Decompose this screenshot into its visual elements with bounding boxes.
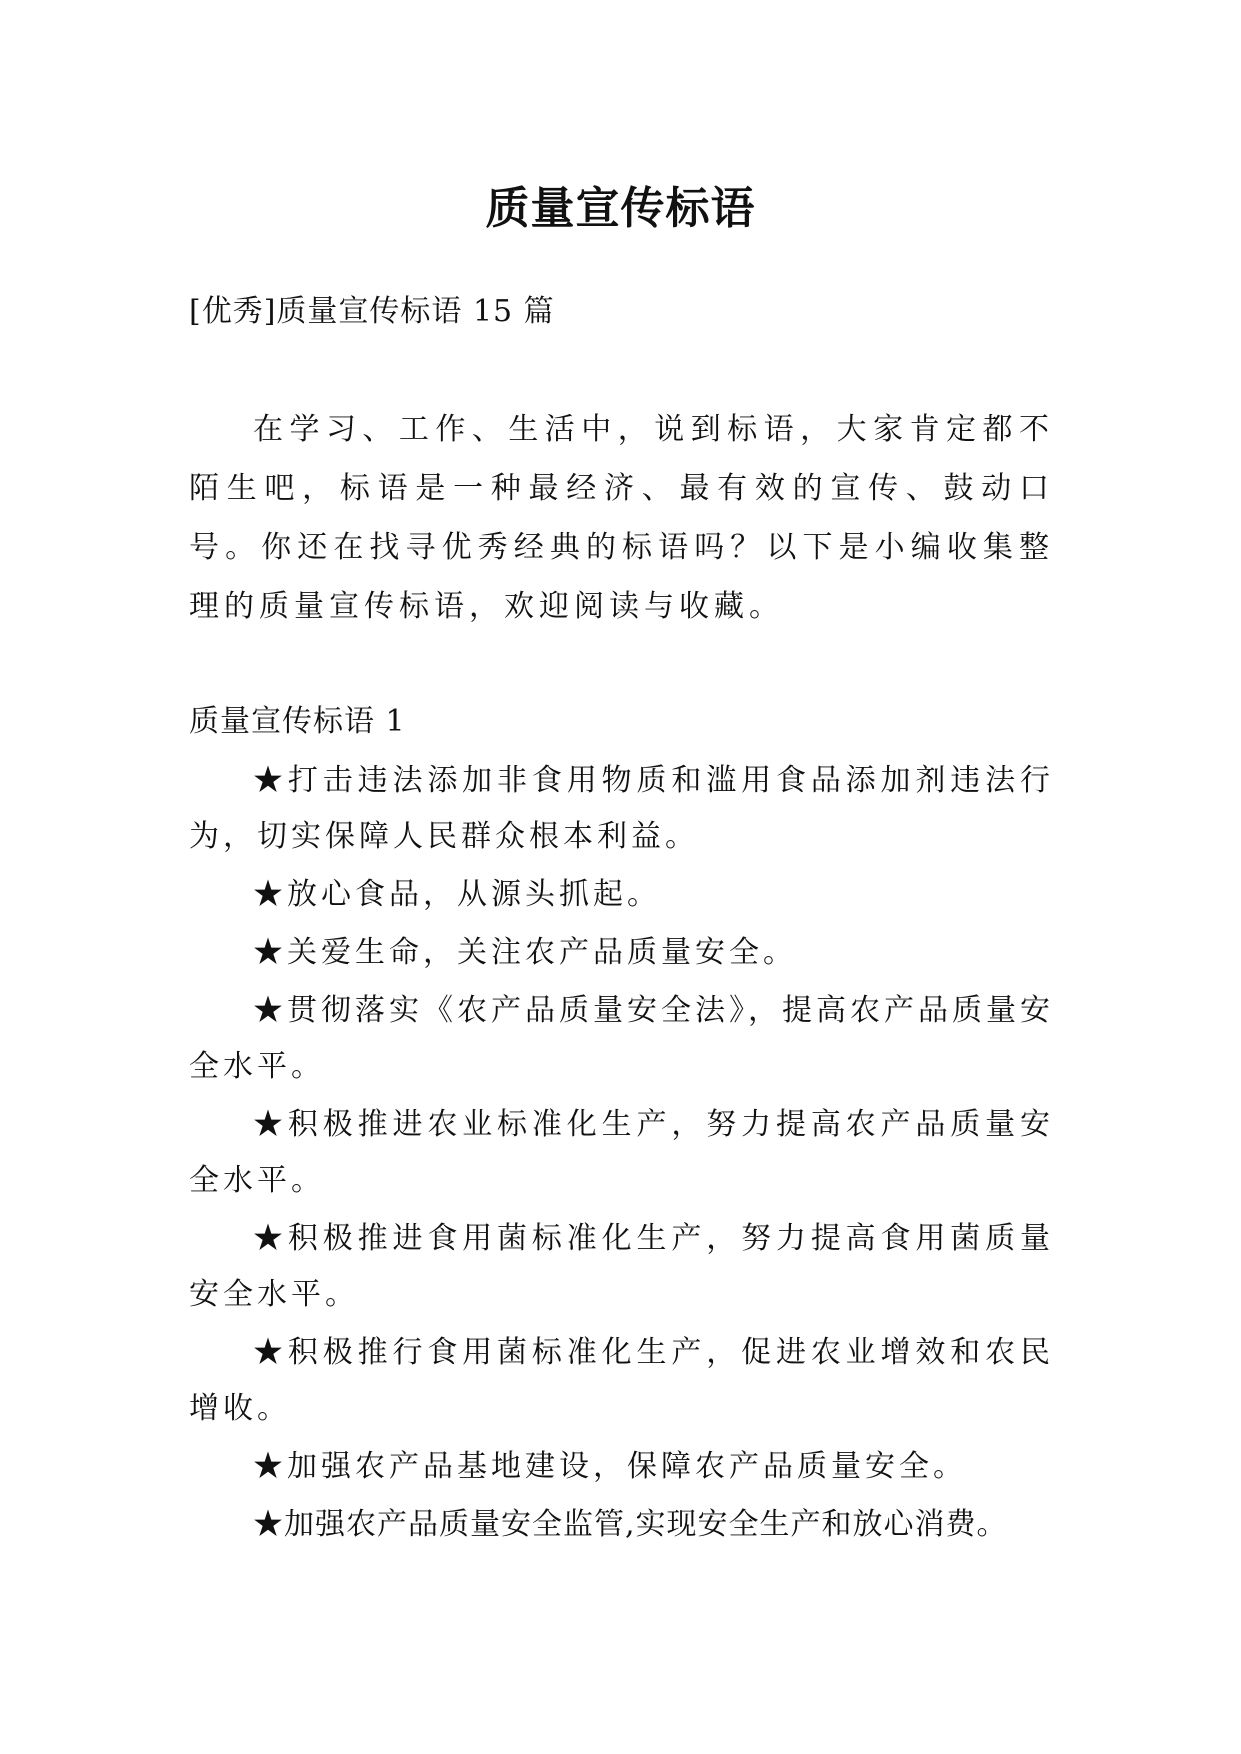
slogan-item: ★关爱生命，关注农产品质量安全。 [253, 935, 797, 970]
slogan-item: ★放心食品，从源头抓起。 [253, 877, 661, 912]
slogan-item: ★打击违法添加非食用物质和滥用食品添加剂违法行为，切实保障人民群众根本利益。 [189, 763, 1054, 854]
slogan-item: ★加强农产品质量安全监管,实现安全生产和放心消费。 [253, 1507, 1008, 1542]
slogan-item: ★加强农产品基地建设，保障农产品质量安全。 [253, 1449, 967, 1484]
document-subtitle: [优秀]质量宣传标语 15 篇 [189, 294, 555, 329]
section-title: 质量宣传标语 1 [189, 704, 406, 739]
slogan-list [189, 753, 1054, 1555]
document-title: 质量宣传标语 [485, 183, 756, 235]
slogan-item: ★贯彻落实《农产品质量安全法》，提高农产品质量安全水平。 [189, 993, 1054, 1084]
intro-paragraph: 在学习、工作、生活中，说到标语，大家肯定都不陌生吧，标语是一种最经济、最有效的宣传、鼓动口号。你还在找寻优秀经典的标语吗？以下是小编收集整理的质量宣传标语，欢迎阅读与收藏。 [189, 412, 1054, 624]
slogan-item: ★积极推进食用菌标准化生产，努力提高食用菌质量安全水平。 [189, 1221, 1054, 1312]
slogan-item: ★积极推进农业标准化生产，努力提高农产品质量安全水平。 [189, 1107, 1054, 1198]
slogan-item: ★积极推行食用菌标准化生产，促进农业增效和农民增收。 [189, 1335, 1054, 1426]
